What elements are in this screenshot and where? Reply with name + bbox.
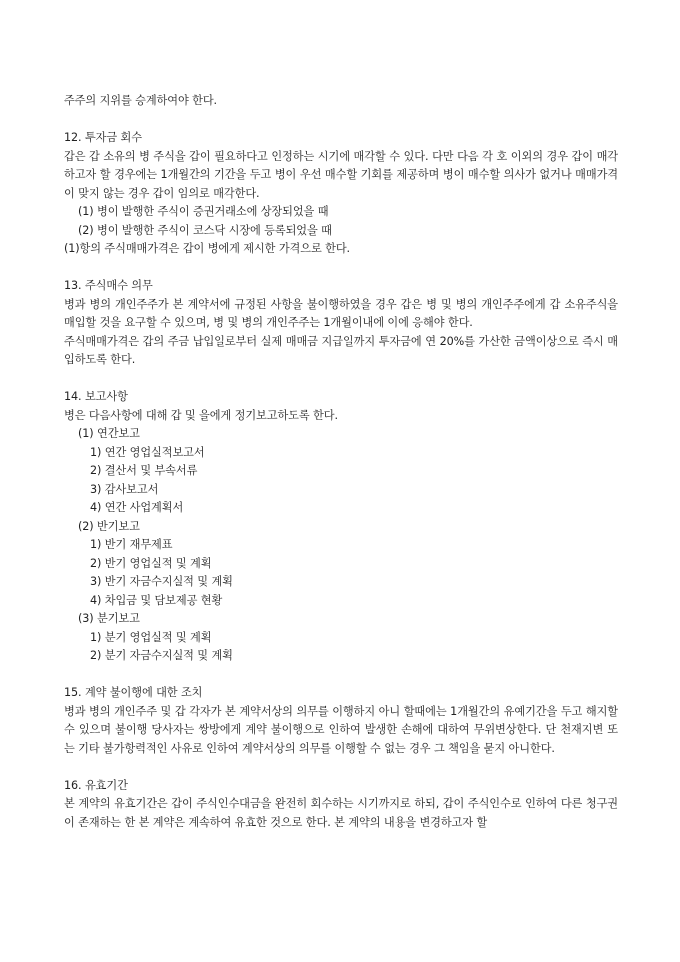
report-item: 3) 감사보고서 bbox=[90, 482, 159, 496]
section-15-heading: 15. 계약 불이행에 대한 조치 bbox=[64, 686, 203, 699]
report-group-quarterly: (3) 분기보고 bbox=[78, 612, 140, 625]
section-13-body-1: 병과 병의 개인주주가 본 계약서에 규정된 사항을 불이행하였을 경우 갑은 병 및 병의 개인주주에게 갑 소유주식을 매입할 것을 요구할 수 있으며, 병 및 병의 개인주주는 1개월이내에 이에 응해야 한다. bbox=[64, 297, 618, 329]
section-14-body: 병은 다음사항에 대해 갑 및 을에게 정기보고하도록 한다. bbox=[64, 408, 338, 422]
section-13 bbox=[64, 277, 618, 370]
section-12-note: (1)항의 주식매매가격은 갑이 병에게 제시한 가격으로 한다. bbox=[64, 242, 351, 255]
report-item: 4) 차입금 및 담보제공 현황 bbox=[90, 593, 223, 607]
section-14 bbox=[64, 388, 618, 666]
report-item: 1) 반기 재무제표 bbox=[90, 538, 173, 551]
section-12-item-2: (2) 병이 발행한 주식이 코스닥 시장에 등록되었을 때 bbox=[78, 223, 332, 237]
section-12 bbox=[64, 129, 618, 259]
report-item: 1) 연간 영업실적보고서 bbox=[90, 445, 205, 459]
report-group-semiannual: (2) 반기보고 bbox=[78, 519, 140, 533]
report-item: 2) 분기 자금수지실적 및 계획 bbox=[90, 649, 233, 662]
section-16-heading: 16. 유효기간 bbox=[64, 778, 128, 792]
section-13-body-2: 주식매매가격은 갑의 주금 납입일로부터 실제 매매금 지급일까지 투자금에 연 20%를 가산한 금액이상으로 즉시 매입하도록 한다. bbox=[64, 334, 618, 366]
report-item: 2) 결산서 및 부속서류 bbox=[90, 464, 198, 477]
report-item: 4) 연간 사업계획서 bbox=[90, 501, 184, 514]
section-12-item-1: (1) 병이 발행한 주식이 증권거래소에 상장되었을 때 bbox=[78, 205, 329, 218]
section-16 bbox=[64, 777, 618, 833]
report-item: 1) 분기 영업실적 및 계획 bbox=[90, 630, 212, 644]
section-16-body: 본 계약의 유효기간은 갑이 주식인수대금을 완전히 회수하는 시기까지로 하되, 갑이 주식인수로 인하여 다른 청구권이 존재하는 한 본 계약은 계속하여 유효한 것으로 한다. 본 계약의 내용을 변경하고자 할 bbox=[64, 797, 618, 829]
intro-line: 주주의 지위를 승계하여야 한다. bbox=[64, 94, 218, 107]
section-15-body: 병과 병의 개인주주 및 갑 각자가 본 계약서상의 의무를 이행하지 아니 할때에는 1개월간의 유예기간을 두고 해지할 수 있으며 불이행 당사자는 쌍방에게 계약 불이행으로 인하여 발생한 손해에 대하여 무위변상한다. 단 천재지변 또는 기타 불가항력적인 사유로 인하여 계약서상의 의무를 이행할 수 없는 경우 그 책임을 묻지 아니한다. bbox=[64, 704, 618, 755]
section-14-heading: 14. 보고사항 bbox=[64, 390, 128, 403]
report-group-annual: (1) 연간보고 bbox=[78, 427, 140, 440]
section-12-body: 갑은 갑 소유의 병 주식을 갑이 필요하다고 인정하는 시기에 매각할 수 있다. 다만 다음 각 호 이외의 경우 갑이 매각하고자 할 경우에는 1개월간의 기간을 두고 병이 우선 매수할 기회를 제공하며 병이 매수할 의사가 없거나 매매가격이 맞지 않는 경우 갑이 임의로 매각한다. bbox=[64, 149, 618, 200]
report-item: 3) 반기 자금수지실적 및 계획 bbox=[90, 575, 233, 588]
document-body bbox=[64, 92, 618, 832]
section-13-heading: 13. 주식매수 의무 bbox=[64, 279, 153, 292]
section-12-heading: 12. 투자금 회수 bbox=[64, 131, 142, 144]
section-15 bbox=[64, 684, 618, 758]
report-item: 2) 반기 영업실적 및 계획 bbox=[90, 556, 212, 570]
